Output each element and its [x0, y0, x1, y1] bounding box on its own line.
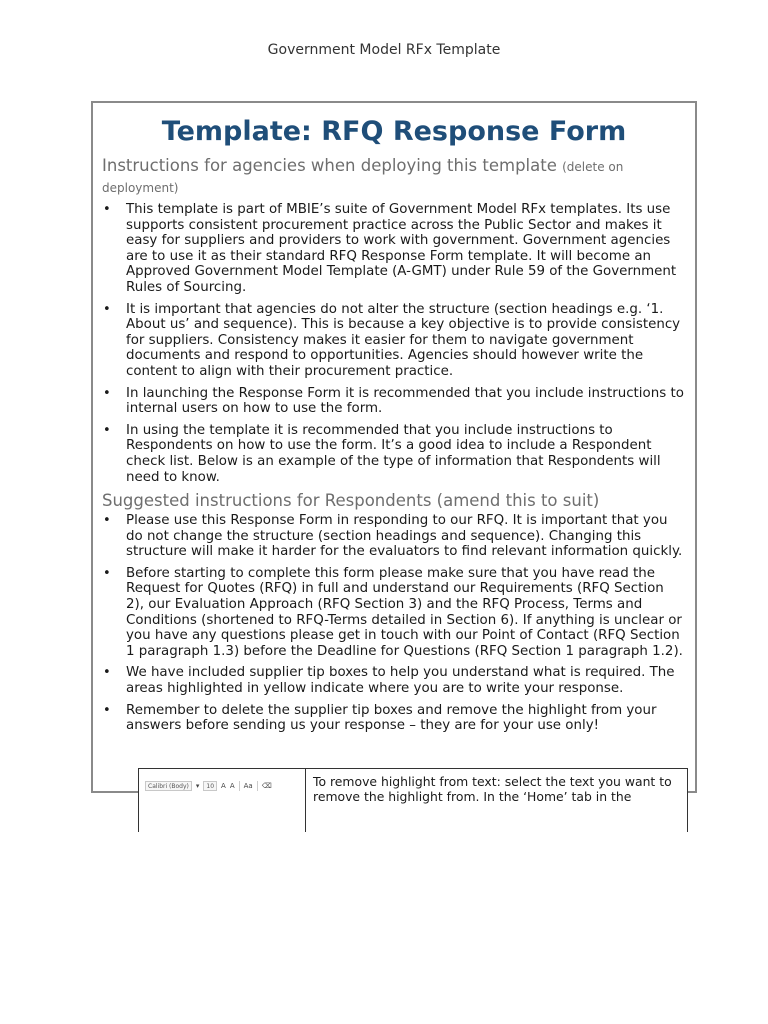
font-size-select: 10 — [203, 781, 217, 791]
list-item — [102, 566, 686, 660]
list-item-text: Before starting to complete this form please make sure that you have read the Request for Quotes (RFQ) in full and understand our Requirements (RFQ Section 2), our Evaluation Approach (RFQ Section 3) and the RFQ Process, Terms and Conditions (shortened to RFQ-Terms detailed in Section 6). If anything is unclear or you have any questions please get in touch with our Point of Contact (RFQ Section 1 paragraph 1.3) before the Deadline for Questions (RFQ Section 1 paragraph 1.2). — [126, 565, 683, 659]
list-item — [102, 302, 686, 380]
agency-bullet-list — [102, 202, 686, 485]
list-item — [102, 386, 686, 417]
document-header: Government Model RFx Template — [267, 42, 501, 58]
shrink-font-icon: A — [229, 782, 235, 790]
agency-heading-text: Instructions for agencies when deploying this template — [102, 156, 557, 175]
bullet-icon: • — [103, 513, 111, 529]
list-item-text: This template is part of MBIE’s suite of Government Model RFx templates. Its use supports consistent procurement practice across the Public Sector and makes it easy for suppliers and providers to work with government. Government agencies are to use it as their standard RFQ Response Form template. It will become an Approved Government Model Template (A-GMT) under Rule 59 of the Government Rules of Sourcing. — [126, 202, 677, 295]
list-item — [102, 423, 686, 485]
font-name-select: Calibri (Body) — [145, 781, 192, 791]
list-item — [102, 665, 686, 696]
toolbar-screenshot — [139, 769, 306, 832]
agency-heading-aside: (delete on deployment) — [102, 160, 624, 195]
list-item-text: Please use this Response Form in responding to our RFQ. It is important that you do not change the structure (section headings and sequence). Changing this structure will make it harder for the evaluators to find relevant information quickly. — [126, 513, 683, 560]
list-item-text: It is important that agencies do not alter the structure (section headings e.g. ‘1. About us’ and sequence). This is because a key objective is to provide consistency for suppliers. Consistency makes it easier for them to navigate government documents and respond to opportunities. Agencies should however write the content to align with their procurement practice. — [126, 301, 681, 379]
supplier-tip-box — [138, 768, 688, 832]
list-item-text: Remember to delete the supplier tip boxes and remove the highlight from your answers before sending us your response – they are for your use only! — [126, 702, 657, 734]
list-item — [102, 513, 686, 560]
respondent-instructions-heading: Suggested instructions for Respondents (amend this to suit) — [102, 491, 600, 511]
dropdown-arrow-icon: ▾ — [195, 782, 200, 790]
bullet-icon: • — [103, 202, 111, 217]
mini-font-toolbar — [145, 779, 299, 793]
list-item — [102, 703, 686, 734]
tip-text: To remove highlight from text: select the text you want to remove the highlight from. In the ‘Home’ tab in the — [313, 774, 672, 804]
toolbar-divider — [239, 781, 240, 791]
bullet-icon: • — [103, 565, 111, 581]
list-item — [102, 202, 686, 296]
clear-formatting-icon: ⌫ — [261, 782, 272, 790]
bullet-icon: • — [103, 301, 111, 317]
toolbar-divider — [257, 781, 258, 791]
bullet-icon: • — [103, 702, 111, 718]
respondent-bullet-list — [102, 513, 686, 734]
list-item-text: In using the template it is recommended that you include instructions to Respondents on how to use the form. It’s a good idea to include a Respondent check list. Below is an example of the type of information that Respondents will need to know. — [126, 422, 661, 485]
list-item-text: We have included supplier tip boxes to help you understand what is required. The areas highlighted in yellow indicate where you are to write your response. — [126, 665, 675, 697]
bullet-icon: • — [103, 665, 111, 681]
agency-instructions-heading — [102, 156, 686, 198]
bullet-icon: • — [103, 385, 111, 401]
grow-font-icon: A — [221, 782, 226, 790]
list-item-text: In launching the Response Form it is recommended that you include instructions to internal users on how to use the form. — [126, 385, 684, 417]
change-case-icon: Aa — [243, 782, 253, 790]
instructions-box — [91, 101, 697, 793]
page-title: Template: RFQ Response Form — [161, 116, 627, 147]
bullet-icon: • — [103, 422, 111, 438]
